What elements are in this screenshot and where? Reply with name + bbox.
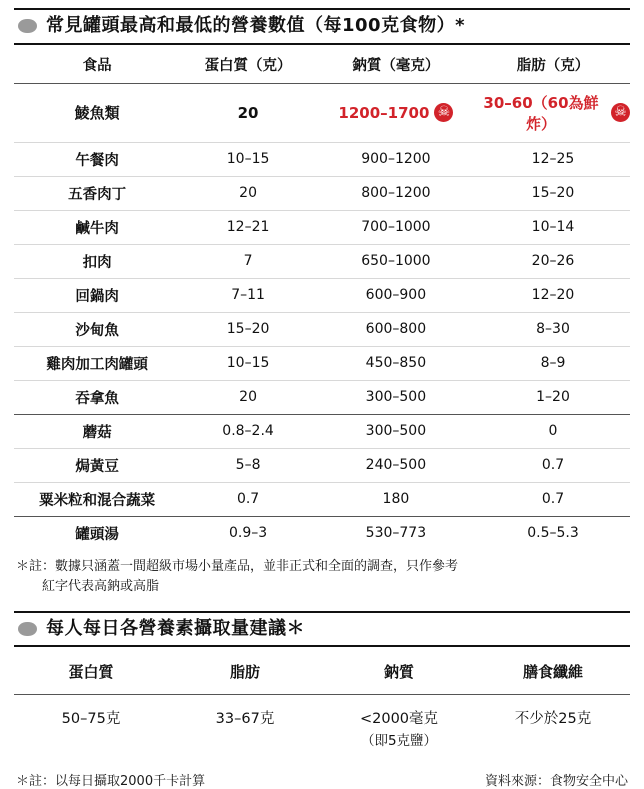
cell-fibre-value bbox=[476, 695, 630, 762]
cell-sodium: 180 bbox=[316, 482, 476, 516]
cell-fat: 12–25 bbox=[476, 142, 630, 176]
source-credit: 資料來源：食物安全中心 bbox=[484, 774, 628, 789]
table-row bbox=[14, 414, 630, 448]
table-header-row bbox=[14, 649, 630, 695]
cell-sodium: 800–1200 bbox=[316, 176, 476, 210]
cell-fat: 1–20 bbox=[476, 380, 630, 414]
cell-protein: 20 bbox=[180, 83, 316, 142]
oval-bullet-icon bbox=[18, 19, 37, 33]
fat-value: 30–60（60為鮮炸） bbox=[483, 93, 599, 133]
cell-protein: 15–20 bbox=[180, 312, 316, 346]
cell-food: 罐頭湯 bbox=[75, 526, 119, 543]
cell-protein: 7 bbox=[180, 244, 316, 278]
cell-food: 鯪魚類 bbox=[14, 83, 180, 142]
cell-fat: 10–14 bbox=[476, 210, 630, 244]
cell-protein: 0.8–2.4 bbox=[180, 414, 316, 448]
cell-fat bbox=[476, 83, 630, 142]
cell-food: 蘑菇 bbox=[14, 414, 180, 448]
table-row bbox=[14, 83, 630, 142]
column-header-protein: 蛋白質 bbox=[14, 649, 168, 695]
cell-fat: 20–26 bbox=[476, 244, 630, 278]
section2-header bbox=[14, 611, 630, 648]
note-line-2: 紅字代表高鈉或高脂 bbox=[42, 578, 160, 594]
value-sub: （即5克鹽） bbox=[360, 733, 438, 750]
table-row bbox=[14, 695, 630, 762]
cell-food: 午餐肉 bbox=[14, 142, 180, 176]
value-main: 33–67克 bbox=[215, 711, 275, 728]
table-row bbox=[14, 176, 630, 210]
sodium-value: 1200–1700 bbox=[338, 103, 430, 122]
cell-sodium: 600–800 bbox=[316, 312, 476, 346]
cell-protein: 10–15 bbox=[180, 346, 316, 380]
column-header-sodium: 鈉質（毫克） bbox=[316, 45, 476, 84]
cell-sodium: 650–1000 bbox=[316, 244, 476, 278]
cell-protein: 10–15 bbox=[180, 142, 316, 176]
oval-bullet-icon bbox=[18, 622, 37, 636]
cell-fat: 0.7 bbox=[476, 448, 630, 482]
cell-food: 雞肉加工肉罐頭 bbox=[14, 346, 180, 380]
column-header-fat: 脂肪（克） bbox=[476, 45, 630, 84]
column-header-fibre: 膳食纖維 bbox=[476, 649, 630, 695]
cell-fat: 0.5–5.3 bbox=[527, 525, 579, 542]
section1-note bbox=[16, 557, 630, 597]
cell-fat-value bbox=[168, 695, 322, 762]
table-row bbox=[14, 312, 630, 346]
cell-sodium bbox=[316, 83, 476, 142]
cell-food: 焗黃豆 bbox=[14, 448, 180, 482]
cell-protein: 20 bbox=[180, 380, 316, 414]
cell-sodium: 530–773 bbox=[365, 525, 427, 542]
table-row bbox=[14, 278, 630, 312]
table-row bbox=[14, 142, 630, 176]
cell-sodium: 900–1200 bbox=[316, 142, 476, 176]
section1-header bbox=[14, 8, 630, 45]
cell-food: 五香肉丁 bbox=[14, 176, 180, 210]
cell-fat: 8–30 bbox=[476, 312, 630, 346]
table-body bbox=[14, 83, 630, 550]
section2-title: 每人每日各營養素攝取量建議＊ bbox=[46, 617, 305, 639]
column-header-protein: 蛋白質（克） bbox=[180, 45, 316, 84]
section1-title: 常見罐頭最高和最低的營養數值（每100克食物）* bbox=[46, 15, 465, 36]
table-row bbox=[14, 346, 630, 380]
canned-food-nutrition-table bbox=[14, 45, 630, 550]
table-row bbox=[14, 244, 630, 278]
column-header-food: 食品 bbox=[14, 45, 180, 84]
column-header-sodium: 鈉質 bbox=[322, 649, 476, 695]
section2-footer bbox=[14, 770, 630, 789]
cell-sodium: 240–500 bbox=[316, 448, 476, 482]
cell-sodium: 450–850 bbox=[316, 346, 476, 380]
cell-protein: 0.9–3 bbox=[228, 525, 268, 542]
cell-protein: 5–8 bbox=[180, 448, 316, 482]
note-line-1: ＊註：數據只涵蓋一間超級市場小量產品，並非正式和全面的調查，只作參考 bbox=[16, 558, 459, 574]
cell-food: 吞拿魚 bbox=[14, 380, 180, 414]
section2-note: ＊註：以每日攝取2000千卡計算 bbox=[16, 774, 206, 789]
cell-food: 沙甸魚 bbox=[14, 312, 180, 346]
column-header-fat: 脂肪 bbox=[168, 649, 322, 695]
cell-food: 回鍋肉 bbox=[14, 278, 180, 312]
cell-protein: 12–21 bbox=[180, 210, 316, 244]
table-header-row bbox=[14, 45, 630, 84]
cell-fat: 8–9 bbox=[476, 346, 630, 380]
value-main: <2000毫克 bbox=[359, 711, 439, 728]
value-main: 50–75克 bbox=[61, 711, 121, 728]
skull-icon bbox=[434, 103, 453, 122]
skull-icon bbox=[611, 103, 630, 122]
infographic-page bbox=[0, 8, 644, 789]
table-row bbox=[14, 516, 630, 550]
cell-protein: 20 bbox=[180, 176, 316, 210]
cell-protein: 7–11 bbox=[180, 278, 316, 312]
cell-sodium: 600–900 bbox=[316, 278, 476, 312]
table-row bbox=[14, 448, 630, 482]
cell-fat: 12–20 bbox=[476, 278, 630, 312]
value-main: 不少於25克 bbox=[514, 711, 592, 728]
cell-fat: 0 bbox=[476, 414, 630, 448]
cell-food: 扣肉 bbox=[14, 244, 180, 278]
cell-food: 粟米粒和混合蔬菜 bbox=[14, 482, 180, 516]
cell-protein-value bbox=[14, 695, 168, 762]
cell-sodium: 300–500 bbox=[316, 380, 476, 414]
cell-fat: 0.7 bbox=[476, 482, 630, 516]
cell-food: 鹹牛肉 bbox=[14, 210, 180, 244]
table-row bbox=[14, 210, 630, 244]
table-row bbox=[14, 482, 630, 516]
daily-intake-table bbox=[14, 649, 630, 761]
cell-sodium: 300–500 bbox=[316, 414, 476, 448]
table-row bbox=[14, 380, 630, 414]
cell-sodium: 700–1000 bbox=[316, 210, 476, 244]
cell-sodium-value bbox=[322, 695, 476, 762]
cell-protein: 0.7 bbox=[180, 482, 316, 516]
section2 bbox=[14, 611, 630, 789]
cell-fat: 15–20 bbox=[476, 176, 630, 210]
